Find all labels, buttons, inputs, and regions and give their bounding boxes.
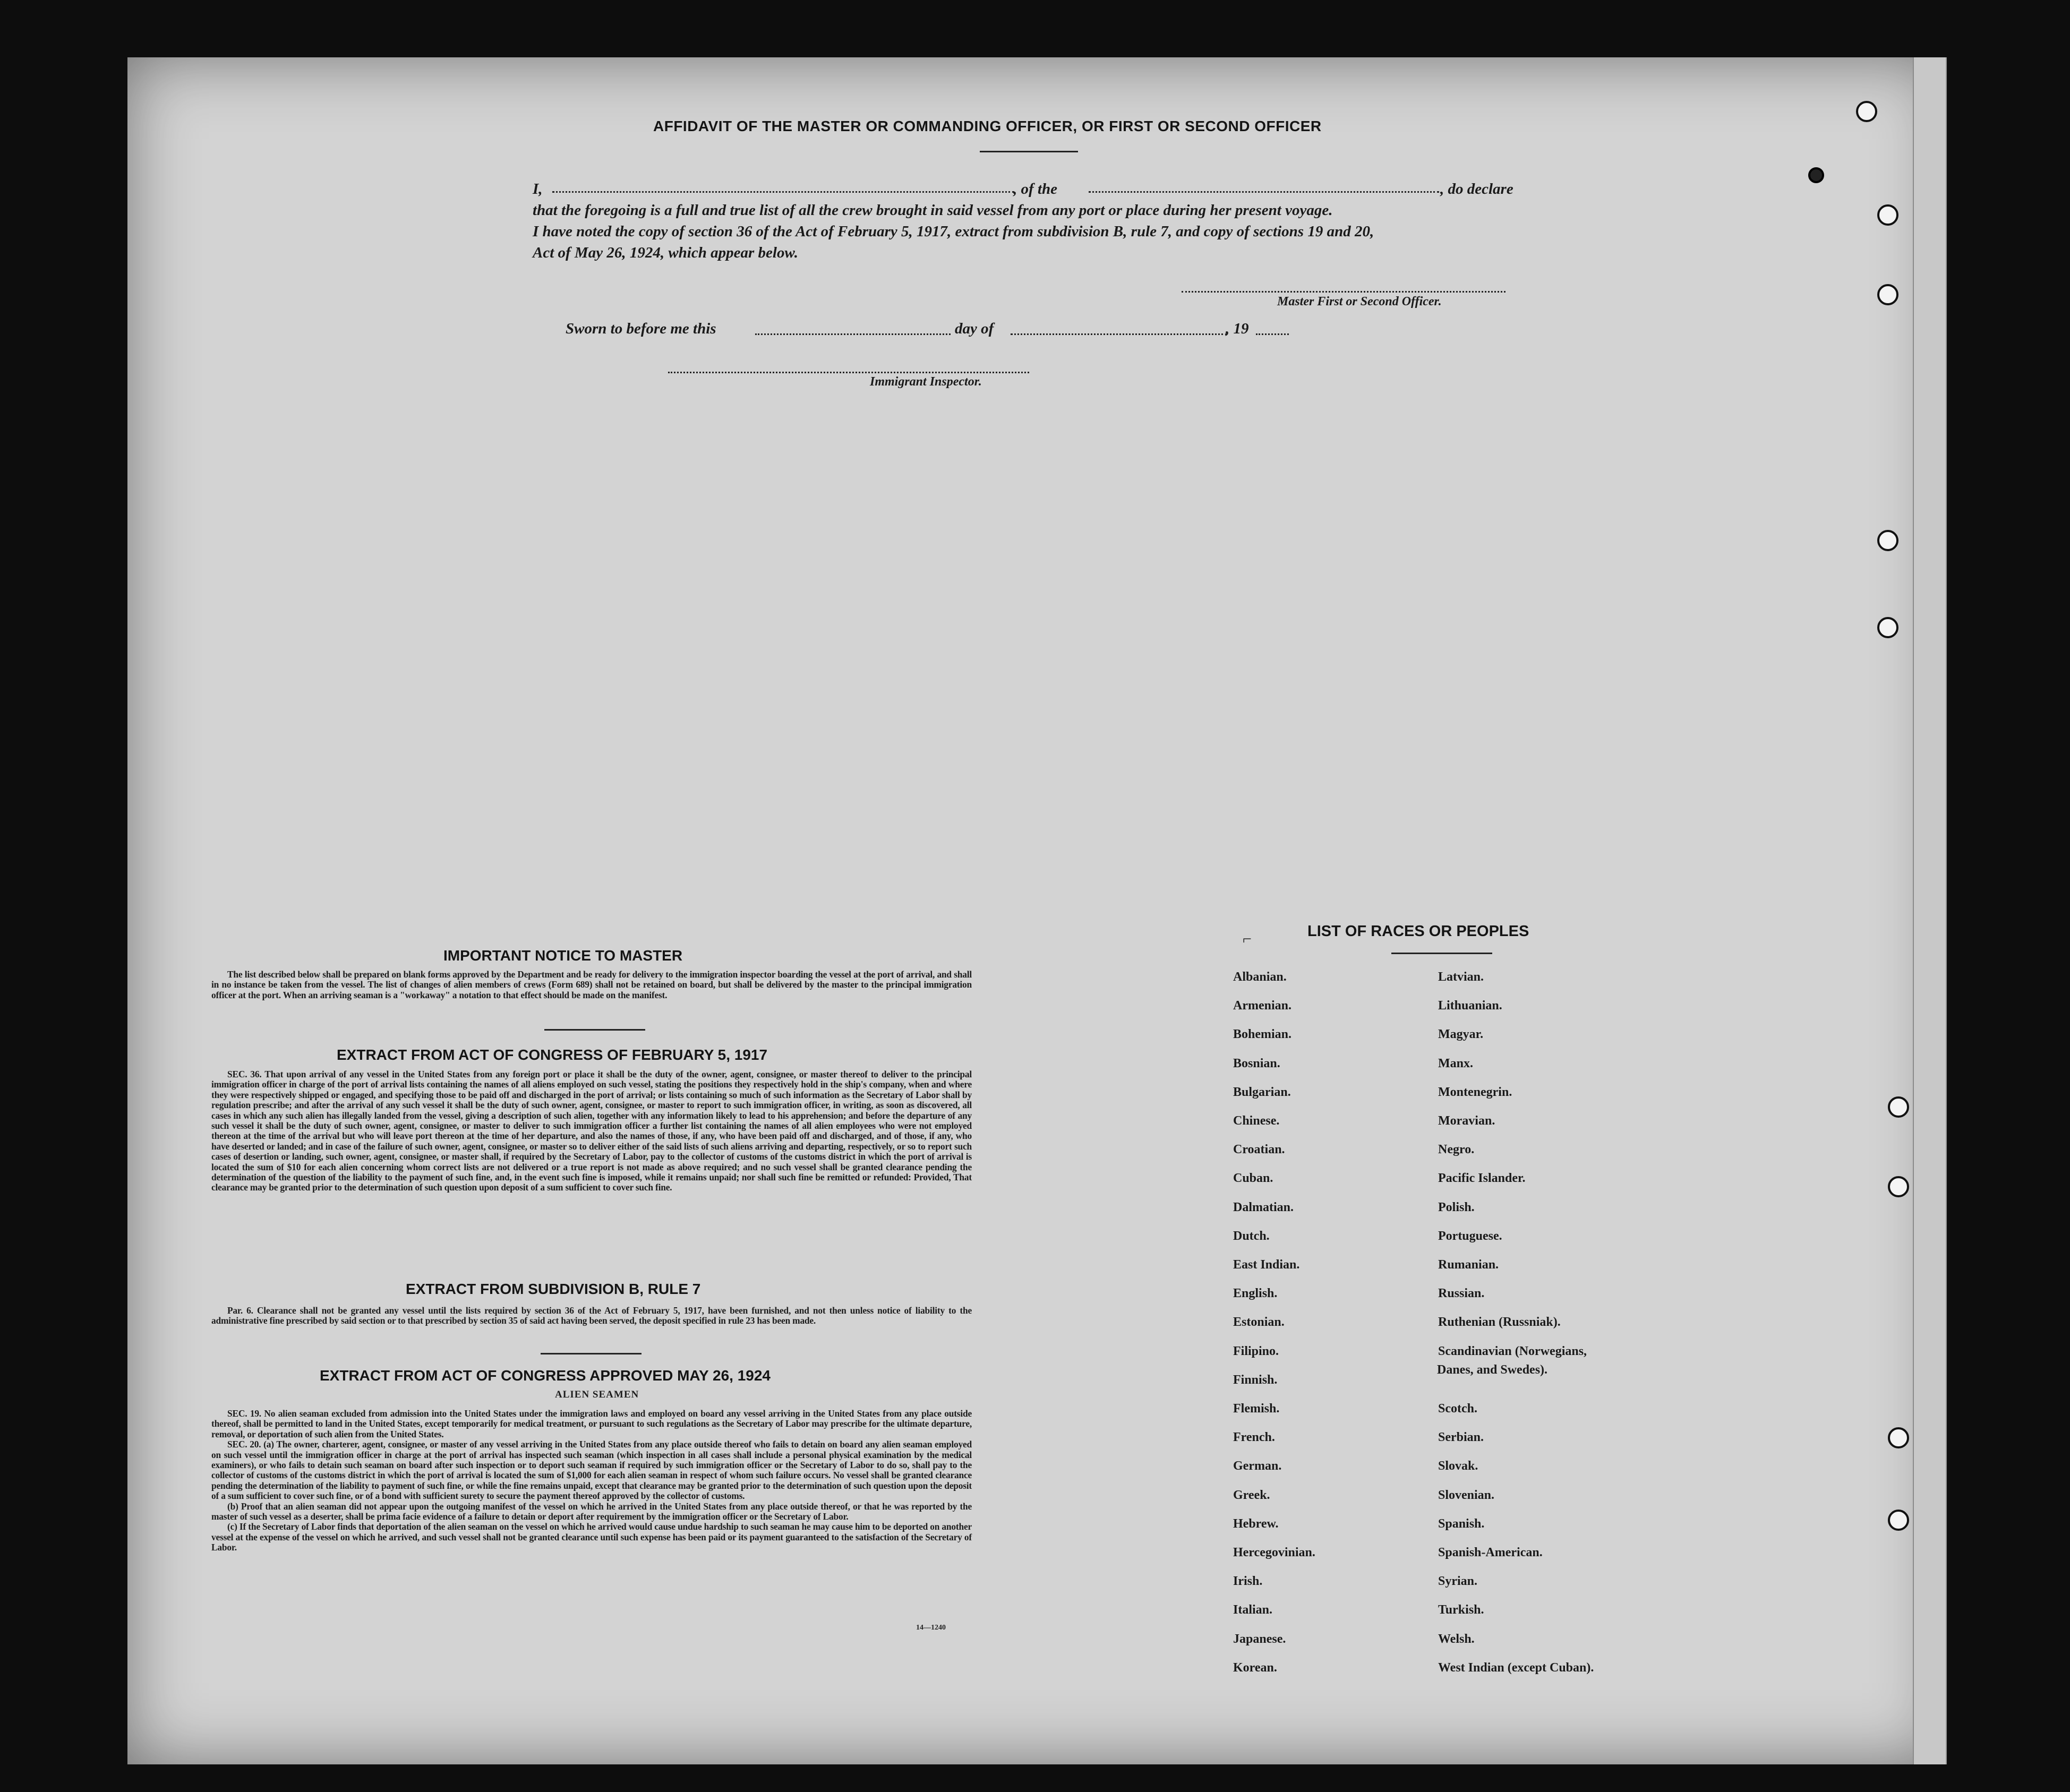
binder-hole — [1808, 167, 1824, 183]
race-item: Scotch. — [1438, 1402, 1477, 1416]
do-declare-label: , do declare — [1440, 181, 1513, 198]
race-item: Irish. — [1233, 1574, 1263, 1588]
race-item: German. — [1233, 1459, 1282, 1473]
race-item: Syrian. — [1438, 1574, 1478, 1588]
extract-rule7-title: EXTRACT FROM SUBDIVISION B, RULE 7 — [406, 1281, 701, 1297]
race-item: Slovenian. — [1438, 1488, 1495, 1502]
sworn-day-field[interactable] — [755, 333, 951, 335]
declarant-label: I, — [533, 181, 543, 198]
binder-hole — [1888, 1427, 1909, 1448]
extract-1917-title: EXTRACT FROM ACT OF CONGRESS OF FEBRUARY 5, 1917 — [337, 1047, 768, 1063]
race-item: Moravian. — [1438, 1114, 1495, 1128]
race-item: Spanish-American. — [1438, 1546, 1543, 1559]
sworn-label: Sworn to before me this — [566, 320, 716, 337]
officer-signature-field[interactable] — [1182, 291, 1506, 293]
binder-hole — [1877, 204, 1898, 226]
extract-1917-text: SEC. 36. That upon arrival of any vessel in the United States from any foreign port or place it shall be the duty of the owner, agent, consignee, or master thereof to deliver to the principal immigration officer in charge of the port of arrival lists containing the names of all aliens employed on such vessel, stating the positions they respectively hold in the ship's company, when and where they were respectively shipped or engaged, and specifying those to be paid off and discharged in the port of arrival; or lists containing so much of such information as the Secretary of Labor shall by regulation prescribe; and after the arrival of any such vessel it shall be the duty of such owner, agent, consignee, or master to report to such immigration officer, in writing, as soon as discovered, all cases in which any such alien has illegally landed from the vessel, giving a description of such alien, together with any information likely to lead to his apprehension; and before the departure of any such vessel it shall be the duty of such owner, agent, consignee, or master to deliver to such immigration officer a further list containing the names of all alien employees who were not employed thereon at the time of the arrival but who will leave port thereon at the time of her departure, and also the names of those, if any, who have been paid off and discharged, and of those, if any, who have deserted or landed; and in case of the failure of such owner, agent, consignee, or master so to deliver either of the said lists of such aliens arriving and departing, respectively, or so to report such cases of desertion or landing, such owner, agent, consignee, or master shall, if required by the Secretary of Labor, pay to the collector of customs of the customs district in which the port of arrival is located the sum of $10 for each alien concerning whom correct lists are not delivered or a true report is not made as above required; and no such vessel shall be granted clearance pending the determination of the question of the liability to the payment of such fine, and, in the event such fine is imposed, while it remains unpaid; nor shall such fine be remitted or refunded: Provided, That clearance may be granted prior to the determination of such question upon deposit of a sum sufficient to cover such fine. — [211, 1069, 972, 1193]
race-item: Estonian. — [1233, 1315, 1285, 1329]
inspector-caption: Immigrant Inspector. — [870, 375, 982, 389]
race-item: Greek. — [1233, 1488, 1270, 1502]
race-item: Dutch. — [1233, 1229, 1270, 1243]
races-underline — [1391, 953, 1492, 954]
race-item: Manx. — [1438, 1057, 1473, 1070]
race-item: Korean. — [1233, 1661, 1277, 1675]
race-item: Negro. — [1438, 1143, 1475, 1156]
race-item: Croatian. — [1233, 1143, 1285, 1156]
race-item: Pacific Islander. — [1438, 1171, 1526, 1185]
sec20c-paragraph: (c) If the Secretary of Labor finds that deportation of the alien seaman on the vessel on which he arrived would cause undue hardship to such seaman he may cause him to be deported on another vessel at the expense of the vessel on which he arrived, and such vessel shall not be granted clearance until such expense has been paid or its payment guaranteed to the satisfaction of the Secretary of Labor. — [211, 1521, 972, 1553]
race-item: Armenian. — [1233, 999, 1291, 1013]
extract-1924-body — [211, 1409, 972, 1553]
binder-hole — [1888, 1510, 1909, 1531]
binder-hole — [1877, 617, 1898, 638]
race-item: Danes, and Swedes). — [1437, 1363, 1548, 1377]
title-underline — [980, 151, 1078, 152]
race-item: Slovak. — [1438, 1459, 1478, 1473]
extract-1924-title: EXTRACT FROM ACT OF CONGRESS APPROVED MAY 26, 1924 — [320, 1367, 771, 1384]
extract-1917-body — [211, 1069, 972, 1193]
race-item: Serbian. — [1438, 1430, 1484, 1444]
races-title: LIST OF RACES OR PEOPLES — [1307, 923, 1529, 940]
sec19-paragraph: SEC. 19. No alien seaman excluded from admission into the United States under the immigration laws and employed on board any vessel arriving in the United States from any place outside thereof, shall be permitted to land in the United States, except temporarily for medical treatment, or pursuant to such regulations as the Secretary of Labor may prescribe for the ultimate departure, removal, or deportation of such alien from the United States. — [211, 1408, 972, 1439]
race-item: Bosnian. — [1233, 1057, 1280, 1070]
declaration-line-4: Act of May 26, 1924, which appear below. — [533, 244, 798, 261]
race-item: Ruthenian (Russniak). — [1438, 1315, 1561, 1329]
race-item: East Indian. — [1233, 1258, 1300, 1272]
race-item: Dalmatian. — [1233, 1201, 1294, 1214]
declaration-line-2: that the foregoing is a full and true list of all the crew brought in said vessel from any port or place during her present voyage. — [533, 202, 1333, 219]
race-item: Bohemian. — [1233, 1027, 1292, 1041]
affidavit-title: AFFIDAVIT OF THE MASTER OR COMMANDING OFFICER, OR FIRST OR SECOND OFFICER — [653, 118, 1322, 134]
binder-hole — [1888, 1176, 1909, 1197]
race-item: Turkish. — [1438, 1603, 1484, 1617]
alien-seamen-subtitle: ALIEN SEAMEN — [555, 1389, 639, 1400]
sec20b-paragraph: (b) Proof that an alien seaman did not appear upon the outgoing manifest of the vessel on which he arrived in the United States from any place outside thereof, or that he was reported by the master of such vessel as a deserter, shall be prima facie evidence of a failure to detain or deport after requirement by the immigration officer or the Secretary of Labor. — [211, 1501, 972, 1522]
race-item: West Indian (except Cuban). — [1438, 1661, 1594, 1675]
notice-body — [211, 970, 972, 1000]
page-edge — [1913, 57, 1946, 1764]
race-item: English. — [1233, 1287, 1278, 1300]
section-divider — [541, 1353, 641, 1354]
race-item: Latvian. — [1438, 970, 1484, 984]
binder-hole — [1877, 284, 1898, 305]
inspector-signature-field[interactable] — [668, 372, 1029, 373]
race-item: French. — [1233, 1430, 1275, 1444]
officer-signature-caption: Master First or Second Officer. — [1277, 295, 1442, 308]
race-item: Russian. — [1438, 1287, 1485, 1300]
race-item: Filipino. — [1233, 1344, 1279, 1358]
race-item: Lithuanian. — [1438, 999, 1502, 1013]
race-item: Magyar. — [1438, 1027, 1484, 1041]
sworn-month-field[interactable] — [1011, 333, 1227, 335]
race-item: Polish. — [1438, 1201, 1475, 1214]
race-item: Flemish. — [1233, 1402, 1280, 1416]
race-item: Chinese. — [1233, 1114, 1280, 1128]
race-item: Portuguese. — [1438, 1229, 1502, 1243]
notice-title: IMPORTANT NOTICE TO MASTER — [443, 947, 683, 964]
section-divider — [544, 1029, 645, 1031]
vessel-of-label: , of the — [1013, 181, 1057, 198]
race-item: Japanese. — [1233, 1632, 1286, 1646]
race-item: Bulgarian. — [1233, 1085, 1291, 1099]
year-prefix-label: , 19 — [1226, 320, 1249, 337]
day-of-label: day of — [955, 320, 994, 337]
pencil-check-mark: ⌐ — [1242, 930, 1253, 948]
extract-rule7-body — [211, 1306, 972, 1326]
race-item: Italian. — [1233, 1603, 1273, 1617]
race-item: Montenegrin. — [1438, 1085, 1512, 1099]
race-item: Albanian. — [1233, 970, 1287, 984]
race-item: Finnish. — [1233, 1373, 1278, 1387]
sec20a-paragraph: SEC. 20. (a) The owner, charterer, agent, consignee, or master of any vessel arriving in the United States from any place outside thereof who fails to detain on board any alien seaman employed on such vessel until the immigration officer in charge at the port of arrival has inspected such seaman (which inspection in all cases shall include a personal physical examination by the medical examiners), or who fails to detain such seaman on board after such inspection or to deport such seaman if required by such immigration officer or the Secretary of Labor to do so, shall pay to the collector of customs of the customs district in which the port of arrival is located the sum of $1,000 for each alien seaman in respect of whom such failure occurs. No vessel shall be granted clearance pending the determination of the liability to payment of such fine, or while the fine remains unpaid, except that clearance may be granted prior to the determination of such question upon the deposit of a sum sufficient to cover such fine, or of a bond with sufficient surety to secure the payment thereof approved by the collector of customs. — [211, 1439, 972, 1502]
notice-text: The list described below shall be prepared on blank forms approved by the Department and be ready for delivery to the immigration inspector boarding the vessel at the port of arrival, and shall in no instance be taken from the vessel. The list of changes of alien members of crews (Form 689) shall not be retained on board, but shall be delivered by the master to the principal immigration officer at the port. When an arriving seaman is a "workaway" a notation to that effect should be made on the manifest. — [211, 969, 972, 1000]
declaration-line-3: I have noted the copy of section 36 of the Act of February 5, 1917, extract from subdivision B, rule 7, and copy of sections 19 and 20, — [533, 223, 1374, 240]
form-number: 14—1240 — [916, 1624, 946, 1632]
race-item: Scandinavian (Norwegians, — [1438, 1344, 1587, 1358]
binder-hole — [1888, 1096, 1909, 1118]
declarant-name-field[interactable] — [552, 191, 1014, 193]
sworn-year-field[interactable] — [1256, 333, 1289, 335]
extract-rule7-text: Par. 6. Clearance shall not be granted any vessel until the lists required by section 36 of the Act of February 5, 1917, have been furnished, and not then unless notice of liability to the administrative fine prescribed by said section or to that prescribed by section 35 of said act having been served, the deposit specified in rule 23 has been made. — [211, 1305, 972, 1326]
race-item: Spanish. — [1438, 1517, 1485, 1531]
race-item: Welsh. — [1438, 1632, 1475, 1646]
binder-hole — [1877, 530, 1898, 551]
vessel-name-field[interactable] — [1089, 191, 1439, 193]
race-item: Cuban. — [1233, 1171, 1273, 1185]
race-item: Hercegovinian. — [1233, 1546, 1315, 1559]
race-item: Hebrew. — [1233, 1517, 1279, 1531]
binder-hole — [1856, 101, 1877, 122]
race-item: Rumanian. — [1438, 1258, 1499, 1272]
